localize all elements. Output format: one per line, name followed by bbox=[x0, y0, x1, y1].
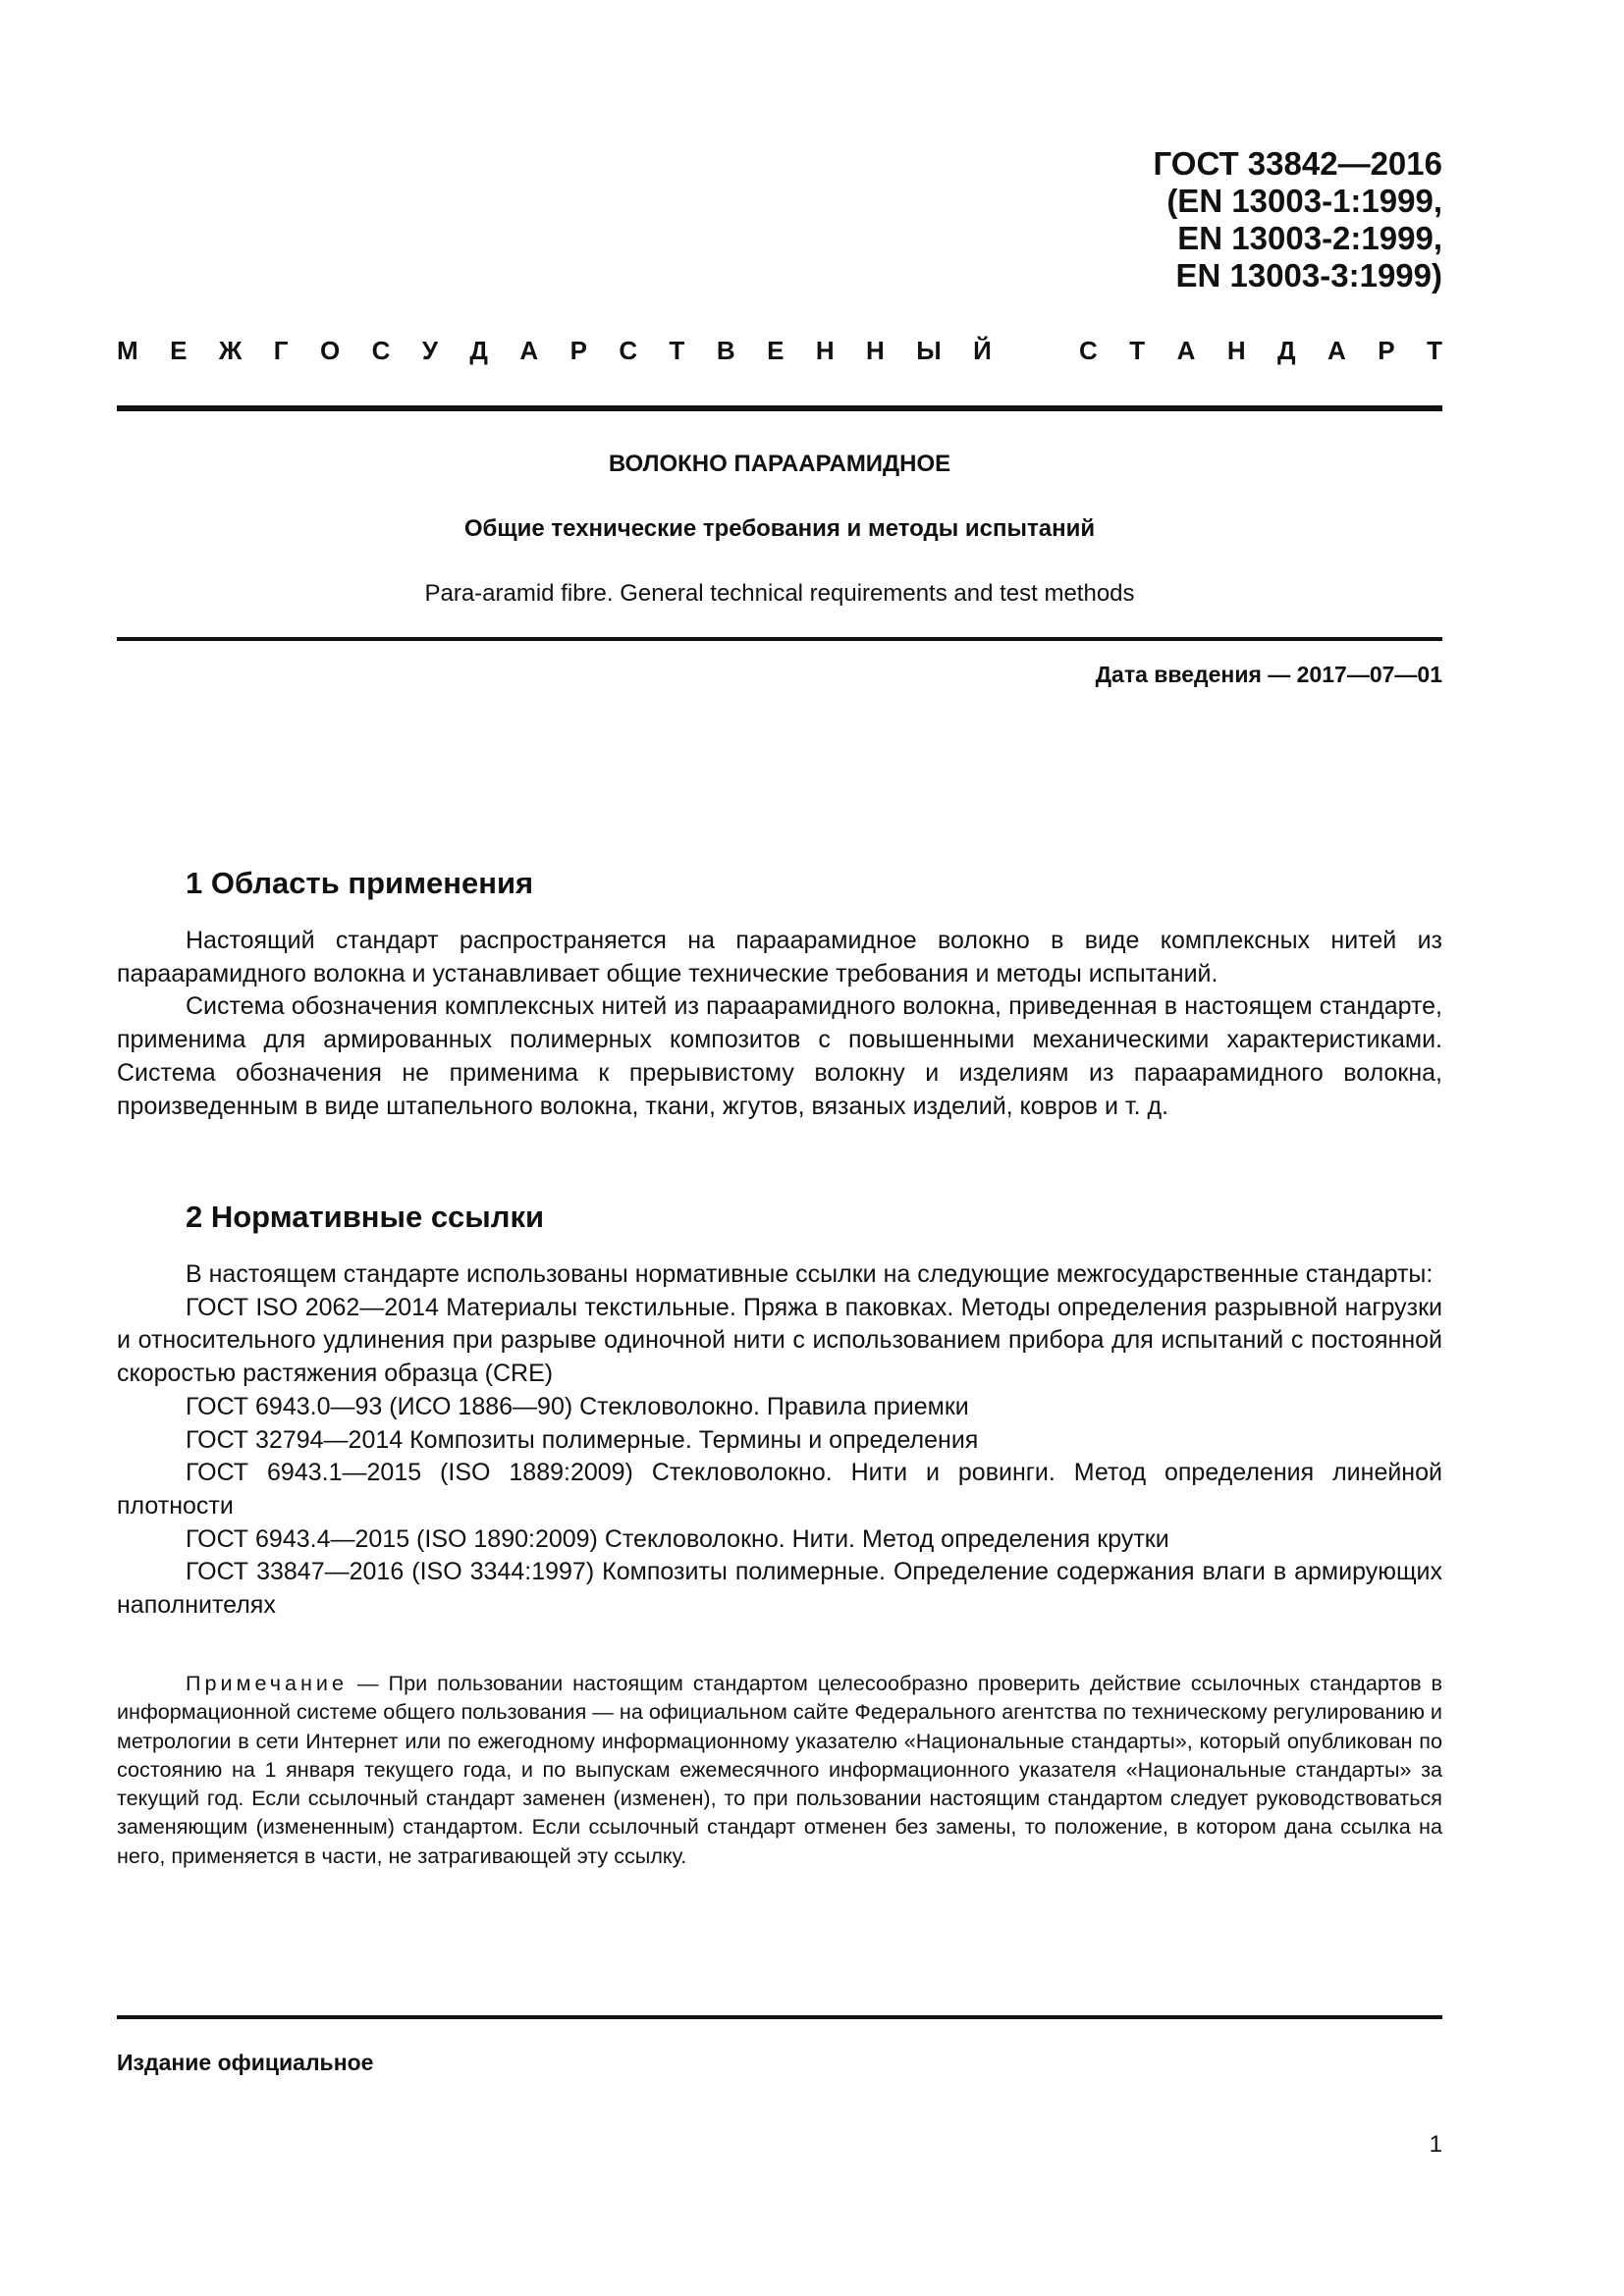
page-number: 1 bbox=[1429, 2131, 1442, 2158]
section-2-intro: В настоящем стандарте использованы нормативные ссылки на следующие межгосударственные стандарты: bbox=[186, 1260, 1434, 1288]
header-letter: Ж bbox=[218, 336, 243, 365]
section-1-body bbox=[117, 925, 1442, 1123]
header-letter: Р bbox=[569, 336, 587, 365]
header-letter: Р bbox=[1378, 336, 1395, 365]
header-letter: Е bbox=[767, 336, 785, 365]
header-letter: Д bbox=[469, 336, 488, 365]
note-paragraph bbox=[117, 1669, 1442, 1870]
header-letter: А bbox=[1176, 336, 1196, 365]
header-letter: С bbox=[371, 336, 391, 365]
document-title-english: Para-aramid fibre. General technical requirements and test methods bbox=[424, 580, 1135, 607]
header-letter: Н bbox=[866, 336, 885, 365]
header-letter: Д bbox=[1277, 336, 1296, 365]
normative-reference: ГОСТ 33847—2016 (ISO 3344:1997) Композиты полимерные. Определение содержания влаги в армирующих наполнителях bbox=[117, 1558, 1442, 1620]
normative-reference: ГОСТ 6943.1—2015 (ISO 1889:2009) Стекловолокно. Нити и ровинги. Метод определения линейной плотности bbox=[117, 1459, 1442, 1520]
header-letter: С bbox=[1079, 336, 1098, 365]
header-letter: Ы bbox=[916, 336, 942, 365]
header-rule bbox=[117, 405, 1442, 411]
header-letter: В bbox=[716, 336, 735, 365]
section-2-heading: 2 Нормативные ссылки bbox=[186, 1200, 545, 1234]
normative-reference: ГОСТ 6943.0—93 (ИСО 1886—90) Стекловолокно. Правила приемки bbox=[186, 1392, 969, 1420]
introduction-date: Дата введения — 2017—07—01 bbox=[1095, 662, 1442, 687]
normative-reference: ГОСТ 32794—2014 Композиты полимерные. Термины и определения bbox=[186, 1425, 979, 1454]
header-letter: Т bbox=[1427, 336, 1442, 365]
header-word-standard bbox=[1079, 336, 1442, 365]
section-1-paragraph-2: Система обозначения комплексных нитей из параарамидного волокна, приведенная в настоящем стандарте, применима для армированных полимерных композитов с повышенными механическими характеристиками. Система обозначения не применима к прерывистому волокну и изделиям из параарамидного волокна, произведенным в виде штапельного волокна, ткани, жгутов, вязаных изделий, ковров и т. д. bbox=[117, 992, 1442, 1120]
designation-line-4: EN 13003-3:1999) bbox=[1175, 257, 1442, 294]
header-letter: С bbox=[619, 336, 638, 365]
designation-line-1: ГОСТ 33842—2016 bbox=[1153, 145, 1442, 182]
header-letter: Н bbox=[1226, 336, 1246, 365]
interstate-standard-header bbox=[117, 336, 1442, 365]
section-2-body bbox=[117, 1258, 1442, 1623]
normative-reference: ГОСТ 6943.4—2015 (ISO 1890:2009) Стекловолокно. Нити. Метод определения крутки bbox=[186, 1524, 1169, 1553]
official-edition-label: Издание официальное bbox=[117, 2050, 374, 2075]
header-letter: Т bbox=[669, 336, 685, 365]
standard-designation bbox=[1154, 145, 1442, 294]
title-rule bbox=[117, 637, 1442, 641]
note-text: — При пользовании настоящим стандартом целесообразно проверить действие ссылочных стандартов в информационной системе общего пользования — на официальном сайте Федерального агентства по техническому регулированию и метрологии в сети Интернет или по ежегодному информационному указателю «Национальные стандарты», который опубликован по состоянию на 1 января текущего года, и по выпускам ежемесячного информационного указателя «Национальные стандарты» за текущий год. Если ссылочный стандарт заменен (изменен), то при пользовании настоящим стандартом следует руководствоваться заменяющим (измененным) стандартом. Если ссылочный стандарт отменен без замены, то положение, в котором дана ссылка на него, применяется в части, не затрагивающей эту ссылку. bbox=[117, 1671, 1442, 1868]
note-block bbox=[117, 1669, 1442, 1870]
normative-reference: ГОСТ ISO 2062—2014 Материалы текстильные. Пряжа в паковках. Методы определения разрывной нагрузки и относительного удлинения при разрыве одиночной нити с использованием прибора для испытаний с постоянной скоростью растяжения образца (CRE) bbox=[117, 1293, 1442, 1388]
header-letter: А bbox=[519, 336, 539, 365]
header-letter: А bbox=[1327, 336, 1346, 365]
header-word-interstate bbox=[117, 336, 992, 365]
header-letter: Т bbox=[1129, 336, 1146, 365]
document-title: ВОЛОКНО ПАРААРАМИДНОЕ bbox=[608, 451, 951, 477]
designation-line-3: EN 13003-2:1999, bbox=[1177, 220, 1442, 256]
header-letter: У bbox=[421, 336, 438, 365]
header-letter: О bbox=[319, 336, 341, 365]
designation-line-2: (EN 13003-1:1999, bbox=[1166, 183, 1442, 219]
header-letter: Н bbox=[815, 336, 835, 365]
header-letter: Й bbox=[973, 336, 992, 365]
section-1-heading: 1 Область применения bbox=[186, 866, 534, 900]
note-label: Примечание bbox=[186, 1671, 348, 1695]
document-subtitle: Общие технические требования и методы испытаний bbox=[463, 515, 1096, 542]
header-letter: Е bbox=[170, 336, 188, 365]
document-page bbox=[117, 0, 1442, 2296]
header-letter: Г bbox=[273, 336, 289, 365]
footer-rule bbox=[117, 2015, 1442, 2019]
section-1-paragraph-1: Настоящий стандарт распространяется на параарамидное волокно в виде комплексных нитей из параарамидного волокна и устанавливает общие технические требования и методы испытаний. bbox=[117, 927, 1442, 988]
header-letter: М bbox=[117, 336, 138, 365]
